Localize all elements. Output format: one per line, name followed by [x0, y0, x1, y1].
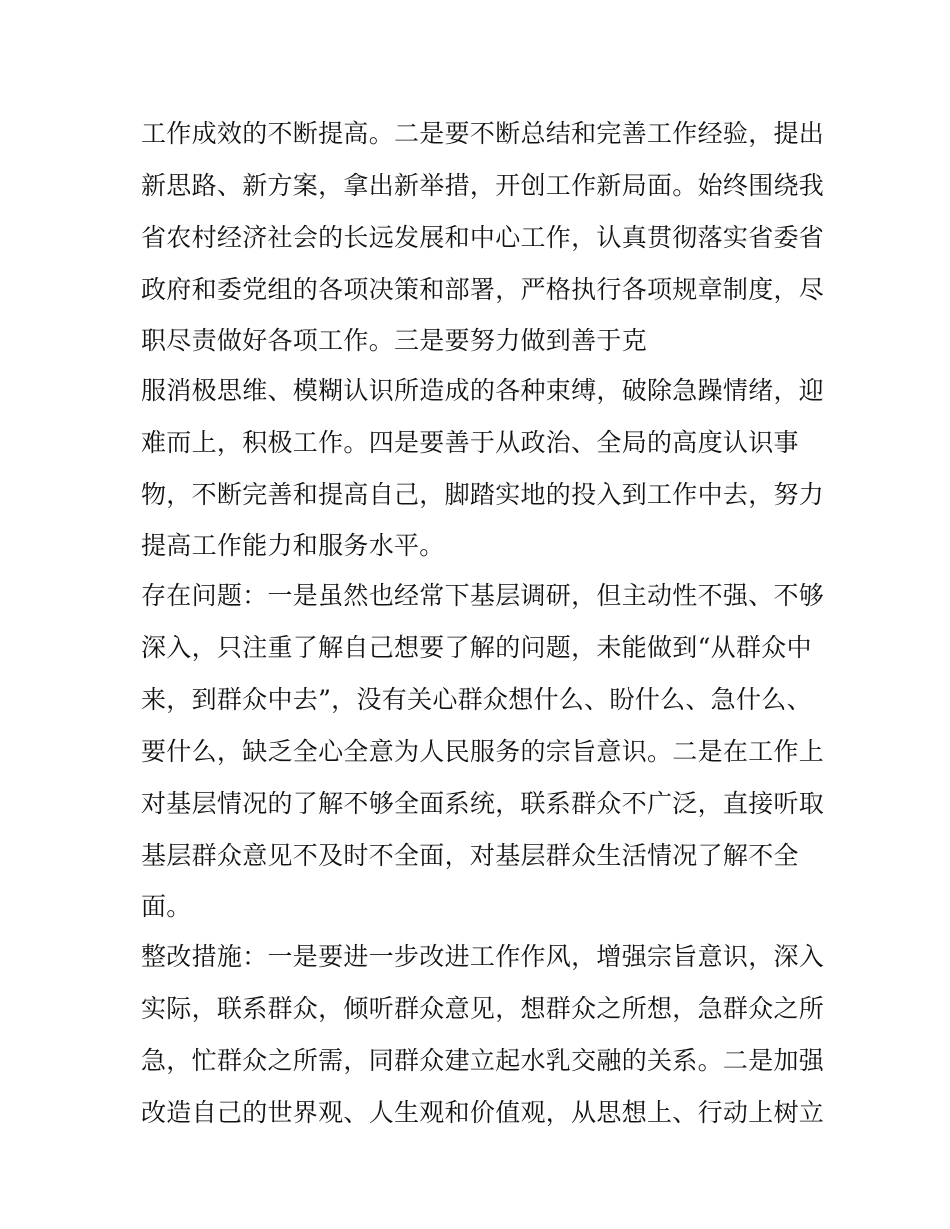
- text-line: 实际，联系群众，倾听群众意见，想群众之所想，急群众之所: [141, 994, 825, 1023]
- text-line: 职尽责做好各项工作。三是要努力做到善于克: [141, 326, 648, 355]
- text-line: 服消极思维、模糊认识所造成的各种束缚，破除急躁情绪，迎: [141, 376, 825, 405]
- text-line: 政府和委党组的各项决策和部署，严格执行各项规章制度，尽: [141, 275, 825, 304]
- text-line: 深入，只注重了解自己想要了解的问题，未能做到“从群众中: [141, 633, 812, 662]
- text-line: 提高工作能力和服务水平。: [141, 531, 445, 560]
- text-line: 工作成效的不断提高。二是要不断总结和完善工作经验，提出: [141, 119, 825, 148]
- text-line: 面。: [141, 892, 192, 921]
- text-line: 存在问题：一是虽然也经常下基层调研，但主动性不强、不够: [141, 581, 825, 610]
- document-body: [141, 108, 825, 1139]
- text-line: 新思路、新方案，拿出新举措，开创工作新局面。始终围绕我: [141, 171, 825, 200]
- text-line: 要什么，缺乏全心全意为人民服务的宗旨意识。二是在工作上: [141, 737, 825, 766]
- text-line: 基层群众意见不及时不全面，对基层群众生活情况了解不全: [141, 841, 799, 870]
- text-line: 省农村经济社会的长远发展和中心工作，认真贯彻落实省委省: [141, 223, 825, 252]
- text-line: 急，忙群众之所需，同群众建立起水乳交融的关系。二是加强: [141, 1046, 825, 1075]
- text-line: 对基层情况的了解不够全面系统，联系群众不广泛，直接听取: [141, 789, 825, 818]
- text-line: 来，到群众中去”，没有关心群众想什么、盼什么、急什么、: [141, 685, 812, 714]
- text-line: 物，不断完善和提高自己，脚踏实地的投入到工作中去，努力: [141, 480, 825, 509]
- text-line: 整改措施：一是要进一步改进工作作风，增强宗旨意识，深入: [141, 942, 825, 971]
- text-line: 难而上，积极工作。四是要善于从政治、全局的高度认识事: [141, 428, 799, 457]
- text-line: 改造自己的世界观、人生观和价值观，从思想上、行动上树立: [141, 1098, 825, 1127]
